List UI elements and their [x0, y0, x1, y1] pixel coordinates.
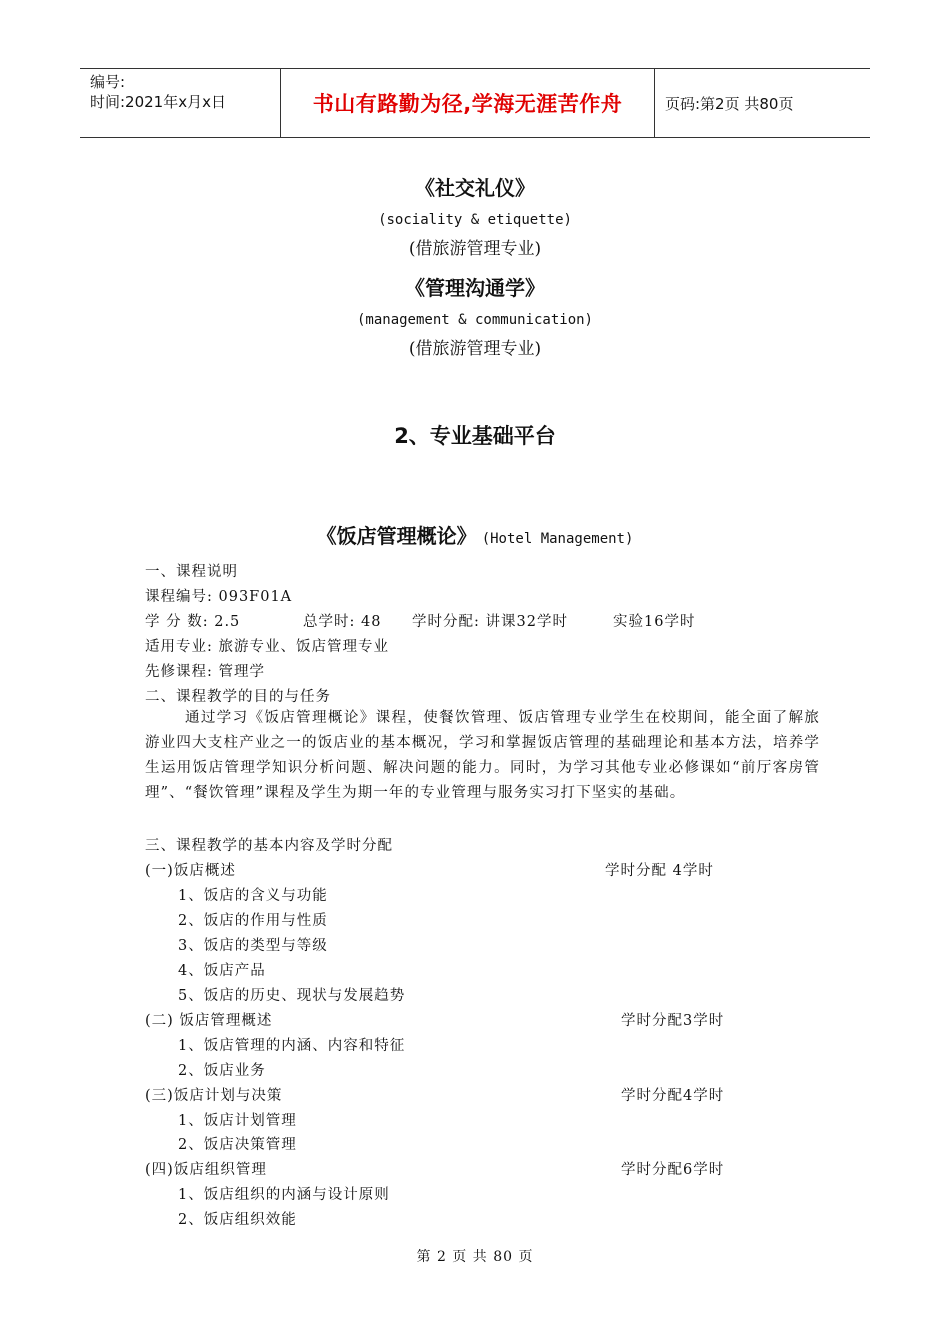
unit-item: 2、饭店业务: [178, 1063, 266, 1079]
hotel-course-title: [0, 520, 950, 549]
content-heading: 三、课程教学的基本内容及学时分配: [145, 838, 393, 854]
course-code: 课程编号: 093F01A: [145, 589, 293, 605]
hotel-course-title-en: (Hotel Management): [481, 531, 634, 547]
header-page-info: 页码:第2页 共80页: [665, 94, 794, 113]
header-meta: [80, 69, 280, 137]
unit-item: 2、饭店决策管理: [178, 1137, 297, 1153]
unit-item: 1、饭店管理的内涵、内容和特征: [178, 1038, 406, 1054]
course-prereq: 先修课程: 管理学: [145, 664, 265, 680]
section-heading: 2、专业基础平台: [394, 424, 556, 448]
goal-heading: 二、课程教学的目的与任务: [145, 689, 331, 705]
header-time: 时间:2021年x月x日: [90, 93, 226, 111]
unit-title: (一)饭店概述: [145, 863, 236, 879]
intro-heading: 一、课程说明: [145, 564, 238, 580]
unit-item: 2、饭店组织效能: [178, 1212, 297, 1228]
unit-item: 1、饭店计划管理: [178, 1113, 297, 1129]
unit-item: 1、饭店的含义与功能: [178, 888, 328, 904]
header-motto: 书山有路勤为径,学海无涯苦作舟: [280, 69, 655, 137]
unit-item: 2、饭店的作用与性质: [178, 913, 328, 929]
unit-hours: 学时分配 4学时: [605, 863, 714, 879]
header-number-label: 编号:: [90, 73, 126, 91]
unit-hours: 学时分配4学时: [621, 1088, 725, 1104]
course-lab-hours: 实验16学时: [613, 614, 696, 630]
course-note-comm: (借旅游管理专业): [408, 339, 542, 359]
course-english-comm: (management & communication): [356, 312, 593, 328]
course-majors: 适用专业: 旅游专业、饭店管理专业: [145, 639, 389, 655]
unit-title: (四)饭店组织管理: [145, 1162, 267, 1178]
course-english-social: (sociality & etiquette): [378, 212, 572, 228]
goal-paragraph: 通过学习《饭店管理概论》课程，使餐饮管理、饭店管理专业学生在校期间，能全面了解旅游业四大支柱产业之一的饭店业的基本概况，学习和掌握饭店管理的基础理论和基本方法，培养学生运用饭店管理学知识分析问题、解决问题的能力。同时，为学习其他专业必修课如“前厅客房管理”、“餐饮管理”课程及学生为期一年的专业管理与服务实习打下坚实的基础。: [145, 710, 820, 801]
hotel-course-title-cn: 《饭店管理概论》: [316, 524, 477, 548]
course-total-hours: 总学时: 48: [303, 614, 382, 630]
unit-hours: 学时分配3学时: [621, 1013, 725, 1029]
unit-item: 1、饭店组织的内涵与设计原则: [178, 1187, 390, 1203]
unit-item: 5、饭店的历史、现状与发展趋势: [178, 988, 406, 1004]
unit-title: (二) 饭店管理概述: [145, 1013, 273, 1029]
course-credits: 学 分 数: 2.5: [145, 614, 241, 630]
unit-title: (三)饭店计划与决策: [145, 1088, 283, 1104]
unit-item: 4、饭店产品: [178, 963, 266, 979]
course-note-social: (借旅游管理专业): [408, 239, 542, 259]
page-footer: 第 2 页 共 80 页: [416, 1249, 534, 1265]
course-hours-split: 学时分配: 讲课32学时: [412, 614, 568, 630]
course-title-social: 《社交礼仪》: [415, 176, 535, 200]
page-header: [80, 68, 870, 138]
course-title-comm: 《管理沟通学》: [405, 276, 545, 300]
unit-hours: 学时分配6学时: [621, 1162, 725, 1178]
unit-item: 3、饭店的类型与等级: [178, 938, 328, 954]
